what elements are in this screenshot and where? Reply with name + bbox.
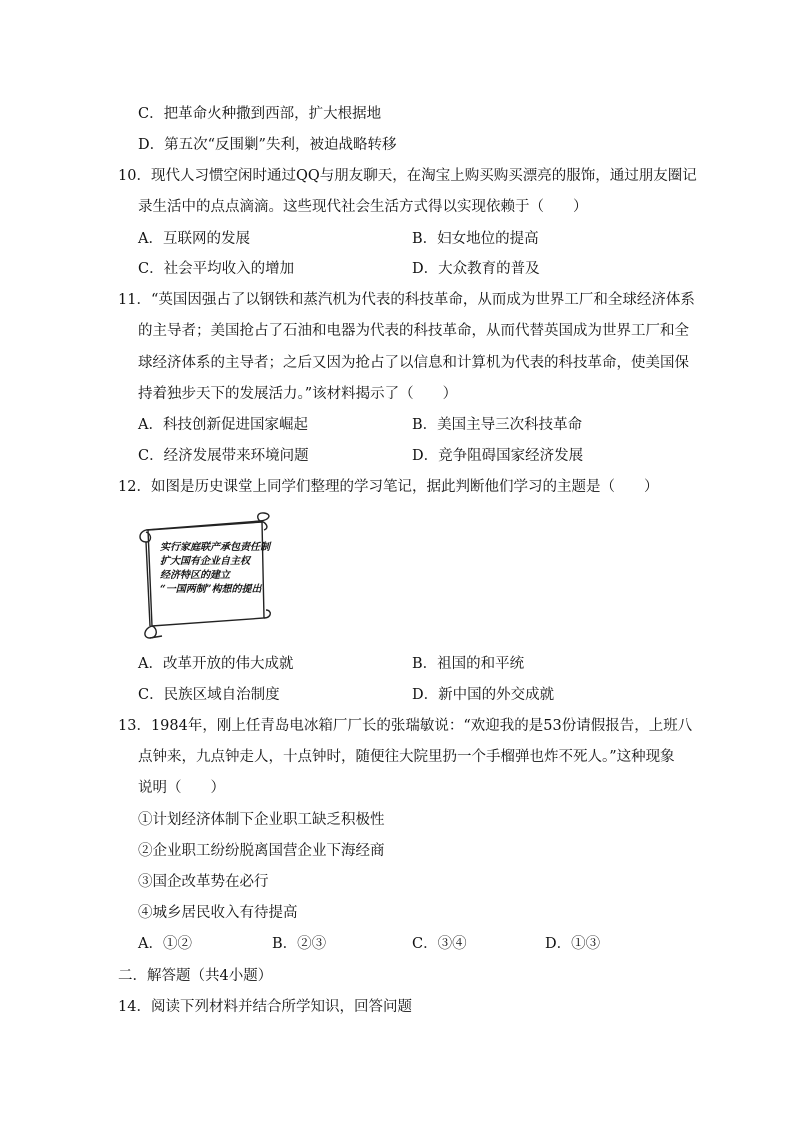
q12-stem: 12．如图是历史课堂上同学们整理的学习笔记，据此判断他们学习的主题是（ ）: [118, 479, 659, 495]
q10-stem-line1: 10．现代人习惯空闲时通过QQ与朋友聊天，在淘宝上购买购买漂亮的服饰，通过朋友圈记: [118, 168, 697, 184]
q13-item-1: ①计划经济体制下企业职工缺乏积极性: [138, 812, 385, 828]
q13-stem-line1: 13．1984年，刚上任青岛电冰箱厂厂长的张瑞敏说：“欢迎我的是53份请假报告，上班八: [118, 718, 693, 734]
q12-option-a: A．改革开放的伟大成就: [138, 656, 294, 672]
q13-item-2: ②企业职工纷纷脱离国营企业下海经商: [138, 843, 385, 859]
q13-item-3: ③国企改革势在必行: [138, 874, 269, 890]
q11-stem-line3: 球经济体系的主导者；之后又因为抢占了以信息和计算机为代表的科技革命，使美国保: [138, 355, 689, 371]
q9-option-d: D．第五次“反围剿”失利，被迫战略转移: [138, 137, 397, 153]
scroll-line-2: 扩大国有企业自主权: [160, 556, 250, 567]
q11-stem-line1: 11．“英国因强占了以钢铁和蒸汽机为代表的科技革命，从而成为世界工厂和全球经济体系: [118, 292, 695, 308]
q10-option-c: C．社会平均收入的增加: [138, 261, 295, 277]
q13-stem-line2: 点钟来，九点钟走人，十点钟时，随便往大院里扔一个手榴弹也炸不死人。”这种现象: [138, 749, 675, 765]
q12-option-b: B．祖国的和平统: [412, 656, 525, 672]
section-heading: 二．解答题（共4小题）: [118, 968, 273, 984]
q13-stem-line3: 说明（ ）: [138, 780, 225, 796]
scroll-line-4: “一国两制”构想的提出: [160, 584, 262, 595]
q13-item-4: ④城乡居民收入有待提高: [138, 905, 298, 921]
q12-option-d: D．新中国的外交成就: [412, 687, 555, 703]
scroll-line-3: 经济特区的建立: [160, 570, 230, 581]
q11-option-b: B．美国主导三次科技革命: [412, 417, 583, 433]
q10-option-a: A．互联网的发展: [138, 231, 250, 247]
q11-stem-line2: 的主导者；美国抢占了石油和电器为代表的科技革命，从而代替英国成为世界工厂和全: [138, 323, 689, 339]
q10-stem-line2: 录生活中的点点滴滴。这些现代社会生活方式得以实现依赖于（ ）: [138, 199, 588, 215]
q13-option-d: D．①③: [545, 936, 601, 952]
q10-option-b: B．妇女地位的提高: [412, 231, 539, 247]
q9-option-c: C．把革命火种撒到西部，扩大根据地: [138, 106, 382, 122]
q11-option-d: D．竞争阻碍国家经济发展: [412, 448, 584, 464]
q13-option-a: A．①②: [138, 936, 192, 952]
q11-option-c: C．经济发展带来环境问题: [138, 448, 309, 464]
q13-option-b: B．②③: [272, 936, 327, 952]
q13-option-c: C．③④: [412, 936, 467, 952]
q11-option-a: A．科技创新促进国家崛起: [138, 417, 308, 433]
q14-stem: 14．阅读下列材料并结合所学知识，回答问题: [118, 999, 412, 1015]
q10-option-d: D．大众教育的普及: [412, 261, 540, 277]
scroll-line-1: 实行家庭联产承包责任制: [160, 542, 270, 553]
q12-option-c: C．民族区域自治制度: [138, 687, 280, 703]
q11-stem-line4: 持着独步天下的发展活力。”该材料揭示了（ ）: [138, 386, 458, 402]
